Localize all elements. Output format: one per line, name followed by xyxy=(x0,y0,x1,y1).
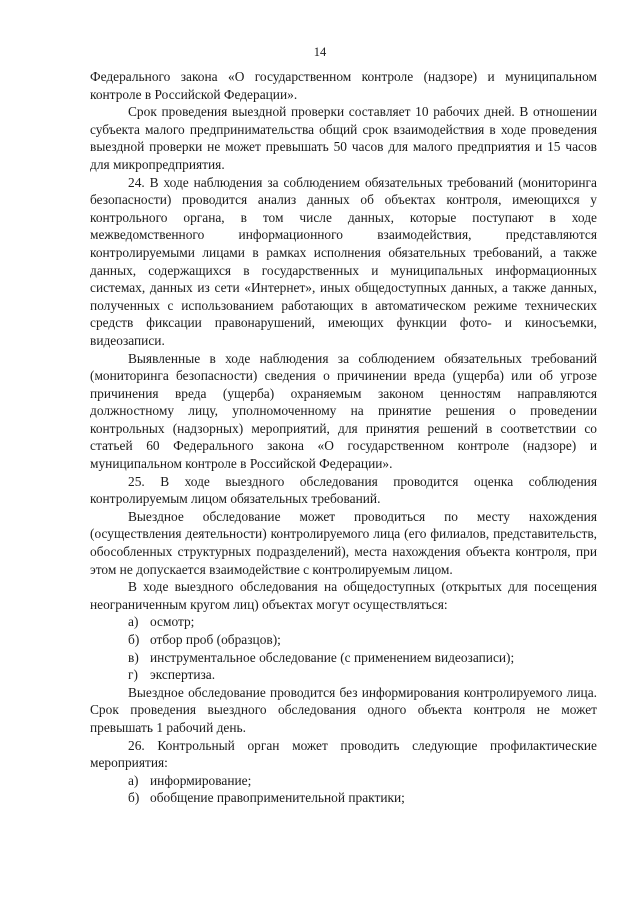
list-item-marker: б) xyxy=(128,790,140,806)
inspection-list xyxy=(90,613,597,683)
list-item-marker: б) xyxy=(128,632,140,647)
prevention-list xyxy=(90,772,597,807)
page-number: 14 xyxy=(313,45,327,59)
paragraph: 26. Контрольный орган может проводить следующие профилактические мероприятия: xyxy=(90,737,597,771)
list-item xyxy=(90,772,597,790)
paragraph: Срок проведения выездной проверки составляет 10 рабочих дней. В отношении субъекта малого предпринимательства общий срок взаимодействия в ходе проведения выездной проверки не может превышать 50 часов для малого предприятия и 15 часов для микропредприятия. xyxy=(90,104,597,172)
list-item-text: осмотр; xyxy=(150,614,195,630)
list-item-marker: в) xyxy=(128,649,139,665)
list-item-marker: г) xyxy=(128,667,138,683)
list-item-text: экспертиза. xyxy=(150,667,216,683)
paragraph: 25. В ходе выездного обследования проводится оценка соблюдения контролируемым лицом обязательных требований. xyxy=(90,473,597,507)
list-item-marker: а) xyxy=(128,772,139,788)
list-item xyxy=(90,666,597,684)
paragraphs-top xyxy=(90,68,597,613)
list-item-text: информирование; xyxy=(150,772,252,788)
paragraph: Федерального закона «О государственном контроле (надзоре) и муниципальном контроле в Российской Федерации». xyxy=(90,69,597,102)
list-item-text: отбор проб (образцов); xyxy=(150,632,281,647)
list-item-text: обобщение правоприменительной практики; xyxy=(150,790,405,806)
list-item xyxy=(90,613,597,631)
list-item-text: инструментальное обследование (с применением видеозаписи); xyxy=(150,649,515,665)
paragraph: Выявленные в ходе наблюдения за соблюдением обязательных требований (мониторинга безопасности) сведения о причинении вреда (ущерба) или об угрозе причинения вреда (ущерба) охраняемым законом ценностям направляются должностному лицу, уполномоченному на принятие решения о проведении контрольных (надзорных) мероприятий, для принятия решений в соответствии со статьей 60 Федерального закона «О государственном контроле (надзоре) и муниципальном контроле в Российской Федерации». xyxy=(90,350,597,472)
paragraph: Выездное обследование проводится без информирования контролируемого лица. Срок проведения выездного обследования одного объекта контроля не может превышать 1 рабочий день. xyxy=(90,684,597,735)
paragraphs-middle xyxy=(90,684,597,772)
list-item xyxy=(90,789,597,807)
body-text xyxy=(90,68,597,807)
list-item xyxy=(90,631,597,649)
paragraph: 24. В ходе наблюдения за соблюдением обязательных требований (мониторинга безопасности) проводится анализ данных об объектах контроля, имеющихся у контрольного органа, в том числе данных, которые поступают в ходе межведомственного информационного взаимодействия, представляются контролируемыми лицами в рамках исполнения обязательных требований, а также данных, содержащихся в государственных и муниципальных информационных системах, данных из сети «Интернет», иных общедоступных данных, а также данных, полученных с использованием работающих в автоматическом режиме технических средств фиксации правонарушений, имеющих функции фото- и киносъемки, видеозаписи. xyxy=(90,174,597,348)
list-item-marker: а) xyxy=(128,614,139,630)
list-item xyxy=(90,649,597,667)
paragraph: В ходе выездного обследования на общедоступных (открытых для посещения неограниченным кругом лиц) объектах могут осуществляться: xyxy=(90,579,597,612)
paragraph: Выездное обследование может проводиться по месту нахождения (осуществления деятельности) контролируемого лица (его филиалов, представительств, обособленных структурных подразделений), места нахождения объекта контроля, при этом не допускается взаимодействие с контролируемым лицом. xyxy=(90,508,597,577)
